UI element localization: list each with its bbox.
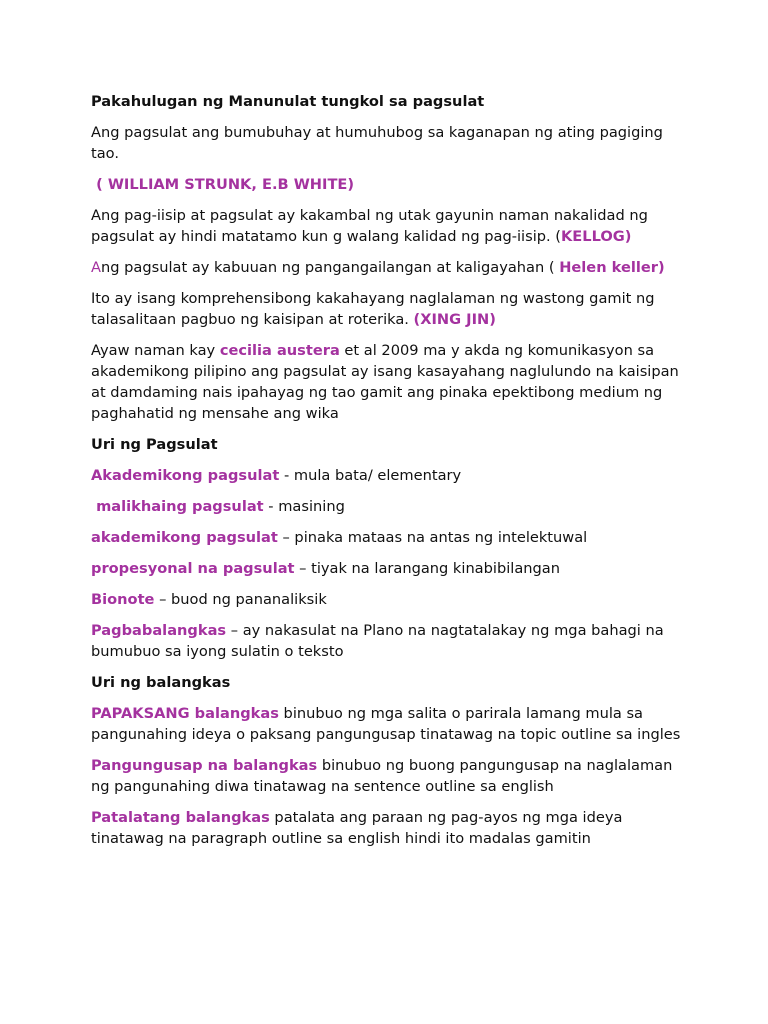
term: Akademikong pagsulat bbox=[91, 467, 280, 484]
paragraph-text: Ayaw naman kay bbox=[91, 342, 220, 359]
document-page bbox=[91, 91, 691, 859]
list-item bbox=[91, 496, 691, 517]
list-item bbox=[91, 620, 691, 662]
paragraph-definition-3 bbox=[91, 257, 691, 278]
list-item bbox=[91, 703, 691, 745]
term-description: – pinaka mataas na antas ng intelektuwal bbox=[277, 529, 588, 546]
paragraph-text: ng pagsulat ay kabuuan ng pangangailangan at kaligayahan ( bbox=[100, 259, 560, 276]
paragraph-definition-5 bbox=[91, 340, 691, 424]
paragraph-definition-4 bbox=[91, 288, 691, 330]
paragraph-definition-1 bbox=[91, 122, 691, 164]
term: Patalatang balangkas bbox=[91, 809, 270, 826]
list-item bbox=[91, 755, 691, 797]
author-credit: Helen keller) bbox=[559, 259, 665, 276]
term-description: – tiyak na larangang kinabibilangan bbox=[294, 560, 560, 577]
term-description: – ay nakasulat na Plano na nagtatalakay ng mga bahagi na bumubuo sa iyong sulatin o teksto bbox=[91, 622, 669, 660]
list-item bbox=[91, 465, 691, 486]
list-item bbox=[91, 807, 691, 849]
section-heading-uri-ng-balangkas: Uri ng balangkas bbox=[91, 674, 231, 691]
term: propesyonal na pagsulat bbox=[91, 560, 295, 577]
term-description: binubuo ng buong pangungusap na naglalaman ng pangunahing diwa tinatawag na sentence outline sa english bbox=[91, 757, 677, 795]
list-item bbox=[91, 558, 691, 579]
document-title: Pakahulugan ng Manunulat tungkol sa pagsulat bbox=[91, 93, 485, 110]
term: PAPAKSANG balangkas bbox=[91, 705, 279, 722]
section-heading-uri-ng-pagsulat: Uri ng Pagsulat bbox=[91, 436, 218, 453]
paragraph-text: Ang pagsulat ang bumubuhay at humuhubog sa kaganapan ng ating pagiging tao. bbox=[91, 124, 663, 162]
list-item bbox=[91, 527, 691, 548]
term-description: - masining bbox=[263, 498, 345, 515]
term: Pangungusap na balangkas bbox=[91, 757, 318, 774]
author-credit: ( WILLIAM STRUNK, E.B WHITE) bbox=[91, 176, 355, 193]
paragraph-text: Ang pag-iisip at pagsulat ay kakambal ng utak gayunin naman nakalidad ng pagsulat ay hindi matatamo kun g walang kalidad ng pag-iisip. ( bbox=[91, 207, 648, 245]
author-credit: KELLOG) bbox=[561, 228, 632, 245]
drop-initial: A bbox=[91, 259, 101, 276]
term: malikhaing pagsulat bbox=[91, 498, 264, 515]
term: akademikong pagsulat bbox=[91, 529, 278, 546]
paragraph-text: et al 2009 ma y akda ng komunikasyon sa akademikong pilipino ang pagsulat ay isang kasayahang naglulundo na kaisipan at damdaming nais ipahayag ng tao gamit ang pinaka epektibong medium ng paghahatid ng mensahe ang wika bbox=[91, 342, 684, 422]
author-credit: (XING JIN) bbox=[413, 311, 496, 328]
term-description: - mula bata/ elementary bbox=[279, 467, 462, 484]
paragraph-credit-strunk bbox=[91, 174, 691, 195]
paragraph-definition-2 bbox=[91, 205, 691, 247]
term-description: binubuo ng mga salita o parirala lamang mula sa pangunahing ideya o paksang pangungusap tinatawag na topic outline sa ingles bbox=[91, 705, 681, 743]
list-item bbox=[91, 589, 691, 610]
term: Bionote bbox=[91, 591, 155, 608]
term-description: patalata ang paraan ng pag-ayos ng mga ideya tinatawag na paragraph outline sa english hindi ito madalas gamitin bbox=[91, 809, 628, 847]
paragraph-text: Ito ay isang komprehensibong kakahayang naglalaman ng wastong gamit ng talasalitaan pagbuo ng kaisipan at roterika. bbox=[91, 290, 660, 328]
term-description: – buod ng pananaliksik bbox=[154, 591, 327, 608]
term: Pagbabalangkas bbox=[91, 622, 227, 639]
author-credit: cecilia austera bbox=[219, 342, 340, 359]
